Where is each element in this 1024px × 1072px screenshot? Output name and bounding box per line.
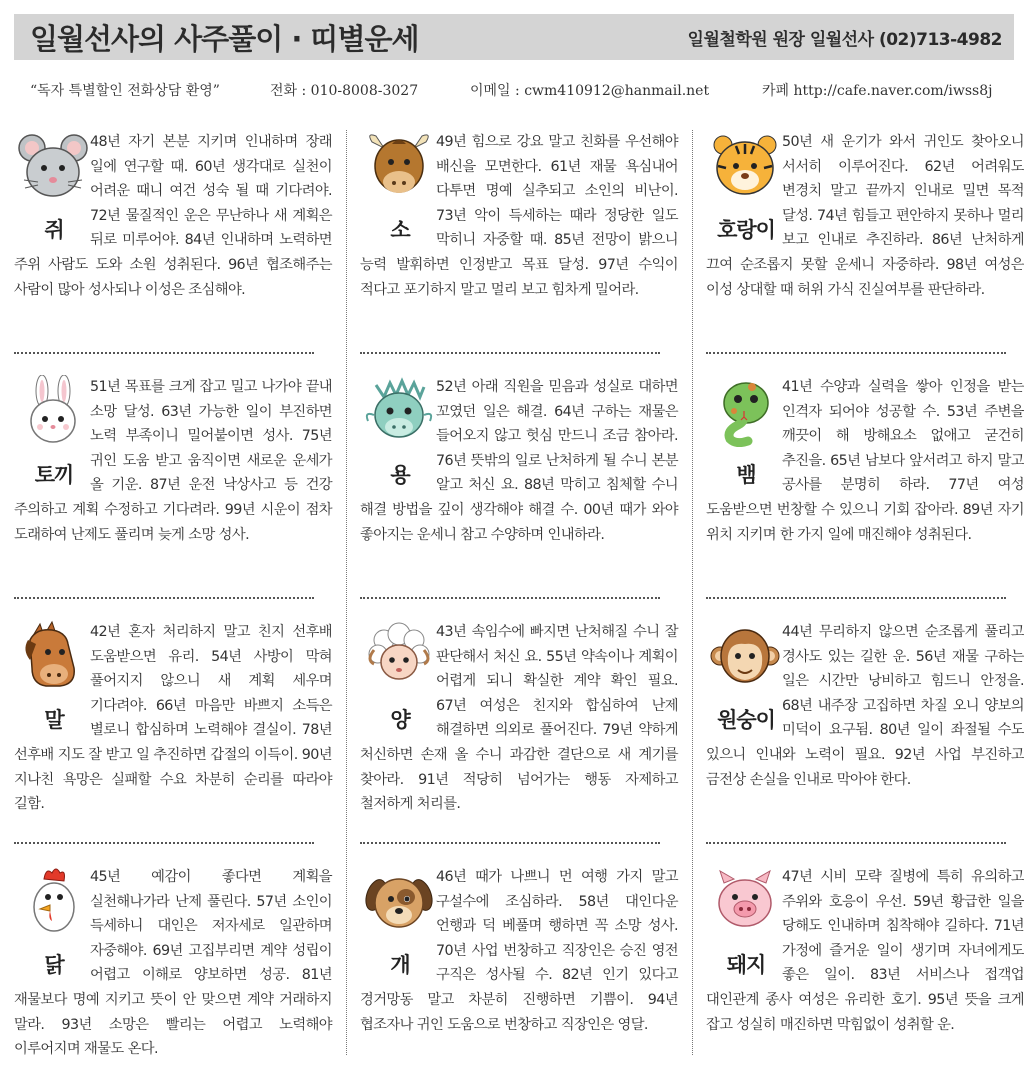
- zodiac-badge: [706, 375, 784, 491]
- zodiac-name: 돼지: [726, 953, 766, 977]
- fortune-text-body: 46년 때가 나쁘니 먼 여행 가지 말고 구설수에 조심하라. 58년 대인다운 언행과 덕 베풀며 행하면 꼭 소망 성사. 70년 사업 번창하고 직장인은 승진 영전 구직은 성사될 수. 82년 인기 있다고 경거망동 말고 차분히 진행하면 기쁨이. 94년 협조자나 귀인 도움으로 번창하고 직장인은 영달.: [360, 869, 678, 1033]
- author-contact: 일월철학원 원장 일월선사 (02)713-4982: [687, 29, 1002, 50]
- fortune-text-body: 51년 목표를 크게 잡고 밀고 나가야 끝내 소망 달성. 63년 가능한 일이 부진하면 노력 부족이니 밀어붙이면 성사. 75년 귀인 도움 받고 움직이면 새로운 운세가 올 기운. 87년 운전 낙상사고 등 건강 주의하고 계획 수정하고 기다려라. 99년 시운이 점차 도래하여 난제도 풀리며 늦게 소망 성사.: [14, 379, 332, 543]
- row-divider: [706, 352, 1006, 354]
- fortune-cell: [14, 865, 332, 1058]
- row-divider: [14, 597, 314, 599]
- fortune-text-body: 44년 무리하지 않으면 순조롭게 풀리고 경사도 있는 길한 운. 56년 재물 구하는 일은 시간만 낭비하고 힘드니 안정을. 68년 내주장 고집하면 차질 오니 양보의 미덕이 요구됨. 80년 일이 좌절될 수도 있으니 인내와 노력이 필요. 92년 사업 부진하고 금전상 손실을 인내로 막아야 한다.: [706, 624, 1024, 788]
- row-divider: [14, 352, 314, 354]
- row-divider: [360, 842, 660, 844]
- column-divider: [346, 130, 347, 1055]
- fortune-text-body: 41년 수양과 실력을 쌓아 인정을 받는 인격자 되어야 성공할 수. 53년 주변을 깨끗이 해 방해요소 없애고 굳건히 추진을. 65년 남보다 앞서려고 하지 말고 공사를 분명히 하라. 77년 여성 도움받으면 번창할 수 있으니 기회 잡아라. 89년 자기 위치 지키며 한 가지 일에 매진해야 성취된다.: [706, 379, 1024, 543]
- email-address[interactable]: 이메일 : cwm410912@hanmail.net: [470, 83, 710, 99]
- fortune-text-body: 50년 새 운기가 와서 귀인도 찾아오니 서서히 이루어진다. 62년 어려워도 변경치 말고 끝까지 인내로 밀면 목적 달성. 74년 힘들고 편안하지 못하나 멀리 보고 인내로 추진하라. 86년 난처하게 끄여 순조롭지 못할 운세니 자중하라. 98년 여성은 이성 상대할 때 허위 가식 진실여부를 판단하라.: [706, 134, 1024, 298]
- fortune-cell: [360, 865, 678, 1045]
- zodiac-badge: [14, 130, 92, 246]
- fortune-cell: [706, 375, 1024, 555]
- zodiac-name: 호랑이: [717, 218, 775, 242]
- zodiac-badge: [14, 375, 92, 491]
- page-title: 일월선사의 사주풀이 · 띠별운세: [30, 21, 419, 56]
- zodiac-name: 쥐: [44, 218, 64, 242]
- fortune-cell: [14, 130, 332, 310]
- header-banner: [14, 14, 1014, 60]
- fortune-text-body: 43년 속임수에 빠지면 난처해질 수니 잘 판단해서 처신 요. 55년 약속이나 계획이 어렵게 되니 확실한 계약 확인 필요. 67년 여성은 친지와 합심하여 난제 해결하면 의외로 풀어진다. 79년 약하게 처신하면 손재 올 수니 과감한 결단으로 새 계기를 찾아라. 91년 적당히 넘어가는 행동 자제하고 철저하게 처리를.: [360, 624, 678, 813]
- row-divider: [14, 842, 314, 844]
- zodiac-name: 용: [390, 463, 410, 487]
- zodiac-name: 닭: [44, 953, 64, 977]
- zodiac-badge: [360, 130, 438, 246]
- fortune-text-body: 47년 시비 모략 질병에 특히 유의하고 주위와 호응이 우선. 59년 황급한 일을 당해도 인내하며 침착해야 길하다. 71년 가정에 즐거운 일이 생기며 자녀에게도 좋은 일이. 83년 서비스나 접객업 대인관계 종사 여성은 유리한 호기. 95년 뜻을 크게 잡고 성실히 매진하면 막힘없이 성취할 운.: [706, 869, 1024, 1033]
- zodiac-badge: [706, 865, 784, 981]
- fortune-cell: [14, 375, 332, 555]
- zodiac-name: 개: [390, 953, 410, 977]
- row-divider: [706, 597, 1006, 599]
- zodiac-badge: [706, 620, 784, 736]
- zodiac-name: 원숭이: [717, 708, 775, 732]
- cafe-url[interactable]: 카페 http://cafe.naver.com/iwss8j: [762, 83, 993, 99]
- zodiac-badge: [360, 620, 438, 736]
- fortune-cell: [14, 620, 332, 813]
- fortune-text-body: 52년 아래 직원을 믿음과 성실로 대하면 꼬였던 일은 해결. 64년 구하는 재물은 들어오지 않고 헛심 만드니 조금 참아라. 76년 뜻밖의 일로 난처하게 될 수니 본분 알고 처신 요. 88년 막히고 침체할 수니 해결 방법을 깊이 생각해야 해결 수. 00년 때가 와야 좋아지는 운세니 참고 수양하며 인내하라.: [360, 379, 678, 543]
- zodiac-badge: [14, 865, 92, 981]
- fortune-cell: [706, 130, 1024, 310]
- contact-info-bar: [30, 80, 1010, 102]
- fortune-cell: [706, 865, 1024, 1045]
- fortune-cell: [360, 375, 678, 555]
- fortune-text-body: 45년 예감이 좋다면 계획을 실천해나가라 난제 풀린다. 57년 소인이 득세하니 대인은 저자세로 일관하며 자중해야. 69년 고집부리면 계약 성립이 어렵고 이해로 양보하면 성공. 81년 재물보다 명예 지키고 뜻이 안 맞으면 계약 거래하지 말라. 93년 소망은 빨리는 어렵고 노력해야 이루어지며 재물도 온다.: [14, 869, 332, 1058]
- fortune-text-body: 49년 힘으로 강요 말고 친화를 우선해야 배신을 모면한다. 61년 재물 욕심내어 다투면 명예 실추되고 소인의 비난이. 73년 악이 득세하는 때라 정당한 일도 막히니 자중할 때. 85년 전망이 밝으니 능력 발휘하면 인정받고 목표 달성. 97년 수익이 적다고 포기하지 말고 멀리 보고 힘차게 밀어라.: [360, 134, 678, 298]
- zodiac-name: 토끼: [34, 463, 74, 487]
- phone-number: 전화 : 010-8008-3027: [270, 83, 419, 99]
- row-divider: [360, 597, 660, 599]
- zodiac-badge: [360, 865, 438, 981]
- zodiac-name: 말: [44, 708, 64, 732]
- fortune-text-body: 48년 자기 본분 지키며 인내하며 장래 일에 연구할 때. 60년 생각대로 실천이 어려운 때니 여건 성숙 될 때 기다려야. 72년 물질적인 운은 무난하나 새 계획은 뒤로 미루어야. 84년 인내하며 노력하면 주위 사람도 도와 소원 성취된다. 96년 협조해주는 사람이 많아 성사되나 이성은 조심해야.: [14, 134, 332, 298]
- row-divider: [360, 352, 660, 354]
- zodiac-badge: [14, 620, 92, 736]
- fortune-cell: [360, 130, 678, 310]
- fortune-text-body: 42년 혼자 처리하지 말고 친지 선후배 도움받으면 유리. 54년 사방이 막혀 풀어지지 않으니 새 계획 세우며 기다려야. 66년 마음만 바쁘지 소득은 별로니 합심하며 노력해야 결실이. 78년 선후배 지도 잘 받고 일 추진하면 갑절의 이득이. 90년 지나친 욕망은 실패할 수요 차분히 순리를 따라야 길함.: [14, 624, 332, 813]
- promo-text: “독자 특별할인 전화상담 환영”: [30, 83, 220, 99]
- fortune-cell: [706, 620, 1024, 800]
- zodiac-badge: [360, 375, 438, 491]
- zodiac-name: 소: [390, 218, 410, 242]
- zodiac-name: 뱀: [736, 463, 756, 487]
- fortune-cell: [360, 620, 678, 813]
- column-divider: [692, 130, 693, 1055]
- zodiac-badge: [706, 130, 784, 246]
- zodiac-name: 양: [390, 708, 410, 732]
- row-divider: [706, 842, 1006, 844]
